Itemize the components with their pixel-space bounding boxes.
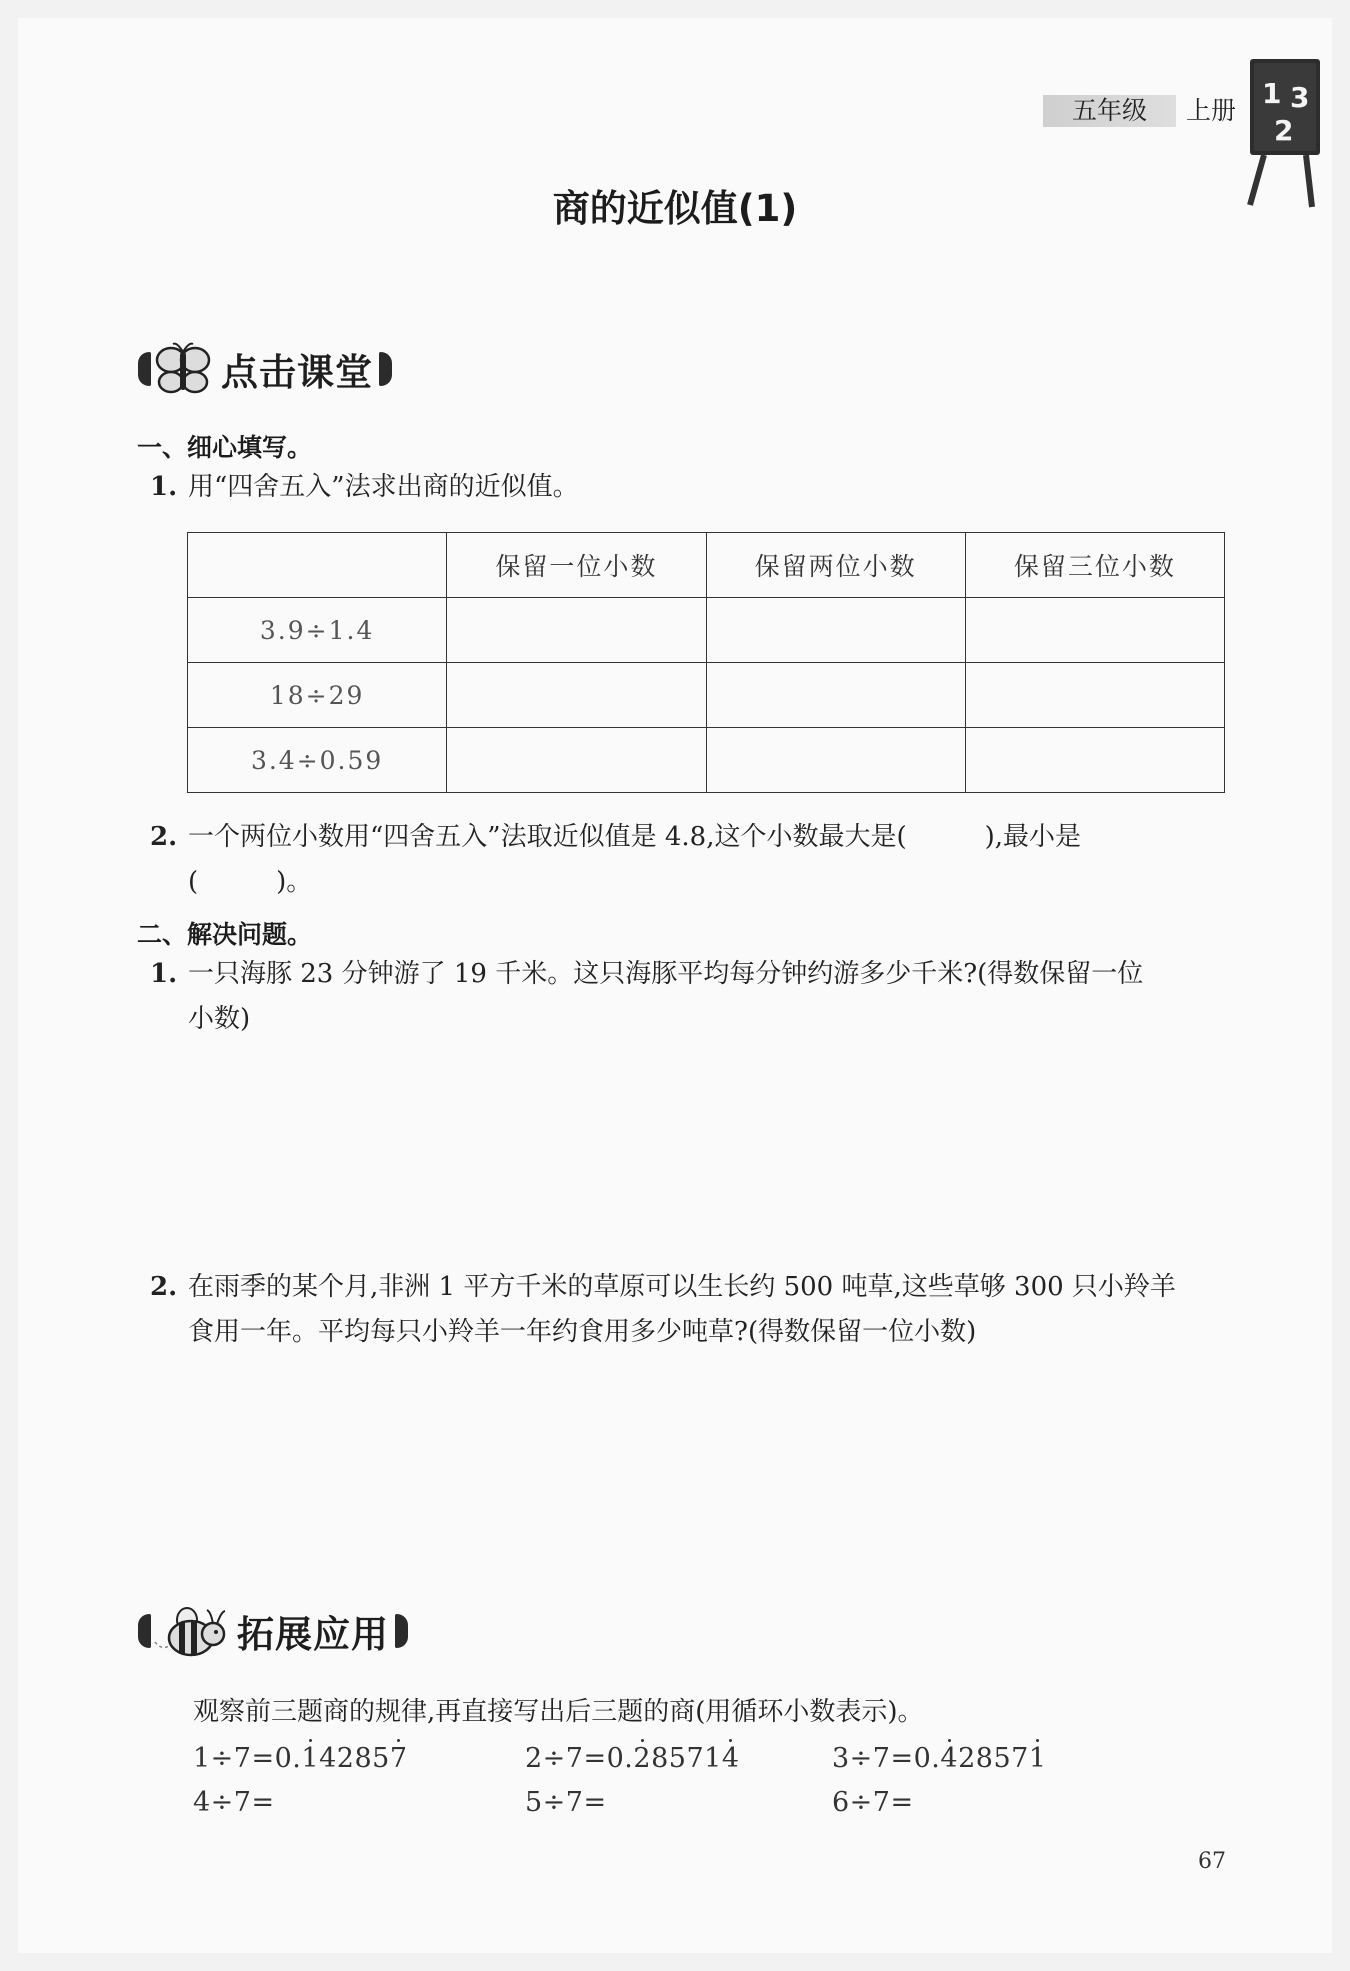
table-header-cell <box>188 533 447 598</box>
question-text-line1: 在雨季的某个月,非洲 1 平方千米的草原可以生长约 500 吨草,这些草够 300 只小羚羊 <box>188 1272 1176 1302</box>
repeating-digit: 7 <box>389 1743 408 1774</box>
table-row <box>188 663 1225 728</box>
volume-label: 上册 <box>1186 96 1237 125</box>
repeating-digits <box>301 1743 407 1774</box>
division-lhs: 2÷7=0. <box>525 1743 634 1774</box>
question-number: 2. <box>150 1272 178 1302</box>
table-expression-cell: 3.4÷0.59 <box>188 728 447 793</box>
repeating-digit: 2 <box>336 1743 355 1774</box>
answer-cell[interactable] <box>965 728 1224 793</box>
page-title: 商的近似值(1) <box>552 187 798 230</box>
pattern-asked-4[interactable]: 4÷7= <box>193 1787 275 1818</box>
pattern-given-1 <box>193 1743 408 1774</box>
repeating-digit: 8 <box>651 1743 669 1774</box>
table-header-row <box>188 533 1225 598</box>
pattern-asked-6[interactable]: 6÷7= <box>832 1787 914 1818</box>
repeating-digit: 2 <box>958 1743 976 1774</box>
question-number: 1. <box>150 959 178 989</box>
table-expression-cell: 18÷29 <box>188 663 447 728</box>
division-lhs: 3÷7=0. <box>832 1743 941 1774</box>
banner-left-cap <box>138 1614 151 1648</box>
answer-cell[interactable] <box>706 728 965 793</box>
svg-text:3: 3 <box>1290 81 1310 114</box>
banner-right-cap <box>395 1614 408 1648</box>
question-number: 1. <box>150 472 178 502</box>
repeating-digit: 4 <box>940 1743 959 1774</box>
part2-heading: 二、解决问题。 <box>137 920 313 949</box>
answer-cell[interactable] <box>447 728 706 793</box>
table-row <box>188 728 1225 793</box>
part1-heading: 一、细心填写。 <box>137 433 313 462</box>
banner-right-cap <box>379 352 392 386</box>
repeating-digit: 1 <box>301 1743 320 1774</box>
answer-cell[interactable] <box>447 598 706 663</box>
repeating-digit: 4 <box>721 1743 740 1774</box>
table-header-cell: 保留三位小数 <box>965 533 1224 598</box>
bee-icon <box>151 1602 231 1660</box>
part2-question-1 <box>150 952 1240 1042</box>
repeating-digit: 7 <box>686 1743 705 1774</box>
table-header-cell: 保留一位小数 <box>447 533 706 598</box>
extension-instruction: 观察前三题商的规律,再直接写出后三题的商(用循环小数表示)。 <box>193 1697 924 1727</box>
approximation-table <box>187 532 1225 793</box>
repeating-digit: 7 <box>1011 1743 1029 1774</box>
repeating-digit: 8 <box>975 1743 994 1774</box>
table-expression-cell: 3.9÷1.4 <box>188 598 447 663</box>
answer-cell[interactable] <box>965 663 1224 728</box>
repeating-digit: 5 <box>372 1743 390 1774</box>
question-text-line1: 一只海豚 23 分钟游了 19 千米。这只海豚平均每分钟约游多少千米?(得数保留一位 <box>188 959 1144 989</box>
answer-cell[interactable] <box>447 663 706 728</box>
question-text: 用“四舍五入”法求出商的近似值。 <box>188 472 579 502</box>
repeating-digits <box>633 1743 739 1774</box>
pattern-given-3 <box>832 1743 1047 1774</box>
repeating-digit: 5 <box>993 1743 1012 1774</box>
answer-cell[interactable] <box>965 598 1224 663</box>
question-number: 2. <box>150 822 178 852</box>
table-header-cell: 保留两位小数 <box>706 533 965 598</box>
repeating-digit: 4 <box>319 1743 337 1774</box>
division-lhs: 1÷7=0. <box>193 1743 302 1774</box>
butterfly-icon <box>151 340 215 398</box>
repeating-digit: 5 <box>668 1743 687 1774</box>
answer-area-2[interactable] <box>187 1360 1227 1580</box>
section-title-extension: 拓展应用 <box>237 1613 389 1656</box>
grade-label: 五年级 <box>1043 95 1176 127</box>
repeating-digit: 1 <box>704 1743 722 1774</box>
question-text-line2: ( )。 <box>188 867 313 897</box>
section-banner-extension <box>138 1602 408 1660</box>
part2-question-2 <box>150 1265 1240 1355</box>
question-text-line2: 食用一年。平均每只小羚羊一年约食用多少吨草?(得数保留一位小数) <box>188 1317 977 1347</box>
part1-question-2 <box>150 815 1230 905</box>
section-title-classroom: 点击课堂 <box>221 351 373 394</box>
section-banner-classroom <box>138 340 392 398</box>
svg-text:1: 1 <box>1262 77 1282 110</box>
answer-cell[interactable] <box>706 598 965 663</box>
answer-area-1[interactable] <box>187 1050 1227 1250</box>
question-text-line2: 小数) <box>188 1004 251 1034</box>
repeating-digit: 8 <box>354 1743 373 1774</box>
repeating-digit: 1 <box>1028 1743 1047 1774</box>
svg-text:2: 2 <box>1274 114 1294 147</box>
part1-question-1 <box>150 465 579 510</box>
banner-left-cap <box>138 352 151 386</box>
answer-cell[interactable] <box>706 663 965 728</box>
repeating-digits <box>940 1743 1046 1774</box>
pattern-asked-5[interactable]: 5÷7= <box>525 1787 607 1818</box>
page-number: 67 <box>1198 1849 1226 1874</box>
table-row <box>188 598 1225 663</box>
question-text-line1: 一个两位小数用“四舍五入”法取近似值是 4.8,这个小数最大是( ),最小是 <box>188 822 1082 852</box>
pattern-given-2 <box>525 1743 740 1774</box>
repeating-digit: 2 <box>633 1743 652 1774</box>
